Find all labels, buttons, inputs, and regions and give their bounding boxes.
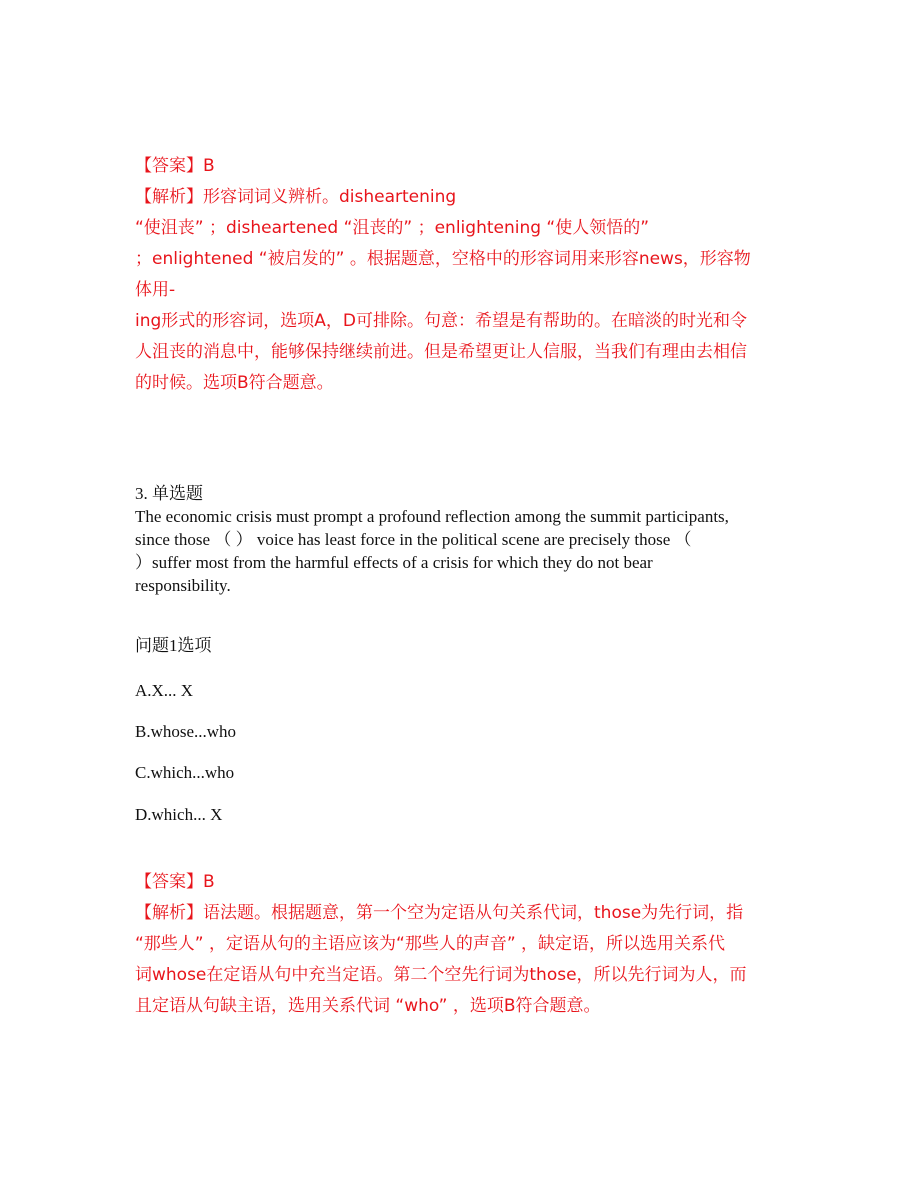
options-heading: 问题1选项	[135, 636, 212, 655]
option-d: D.which... X	[135, 805, 223, 824]
analysis-line: 的时候。选项B符合题意。	[135, 373, 334, 393]
option-a: A.X... X	[135, 681, 194, 700]
analysis-line: 词whose在定语从句中充当定语。第二个空先行词为those，所以先行词为人，而	[135, 965, 747, 985]
option-c: C.which...who	[135, 763, 235, 782]
analysis-line: ；enlightened “被启发的” 。根据题意，空格中的形容词用来形容news，形容物	[135, 249, 751, 269]
analysis-line: “那些人” ，定语从句的主语应该为“那些人的声音” ，缺定语，所以选用关系代	[135, 934, 726, 954]
analysis-line: 【解析】语法题。根据题意，第一个空为定语从句关系代词，those为先行词，指	[135, 903, 744, 923]
analysis-line: “使沮丧” ；disheartened “沮丧的” ；enlightening “使人领悟的”	[135, 218, 650, 238]
analysis-line: 且定语从句缺主语，选用关系代词 “who” ，选项B符合题意。	[135, 996, 601, 1016]
question-number-type: 3. 单选题	[135, 484, 203, 503]
answer-line: 【答案】B	[135, 156, 215, 176]
analysis-line: 人沮丧的消息中，能够保持继续前进。但是希望更让人信服，当我们有理由去相信	[135, 342, 747, 362]
question-stem-line: ）suffer most from the harmful effects of a crisis for which they do not bear	[135, 553, 653, 572]
question-stem-line: since those （ ） voice has least force in the political scene are precisely those （	[135, 530, 692, 549]
option-b: B.whose...who	[135, 722, 237, 741]
question-stem-line: The economic crisis must prompt a profound reflection among the summit participants,	[135, 507, 729, 526]
analysis-line: 体用-	[135, 280, 176, 300]
answer-block-1	[135, 151, 795, 399]
analysis-line: ing形式的形容词，选项A，D可排除。句意：希望是有帮助的。在暗淡的时光和令	[135, 311, 748, 331]
analysis-line: 【解析】形容词词义辨析。disheartening	[135, 187, 457, 207]
question-stem-line: responsibility.	[135, 576, 231, 595]
answer-line: 【答案】B	[135, 872, 215, 892]
answer-block-3	[135, 867, 795, 1022]
question-3	[135, 482, 785, 597]
